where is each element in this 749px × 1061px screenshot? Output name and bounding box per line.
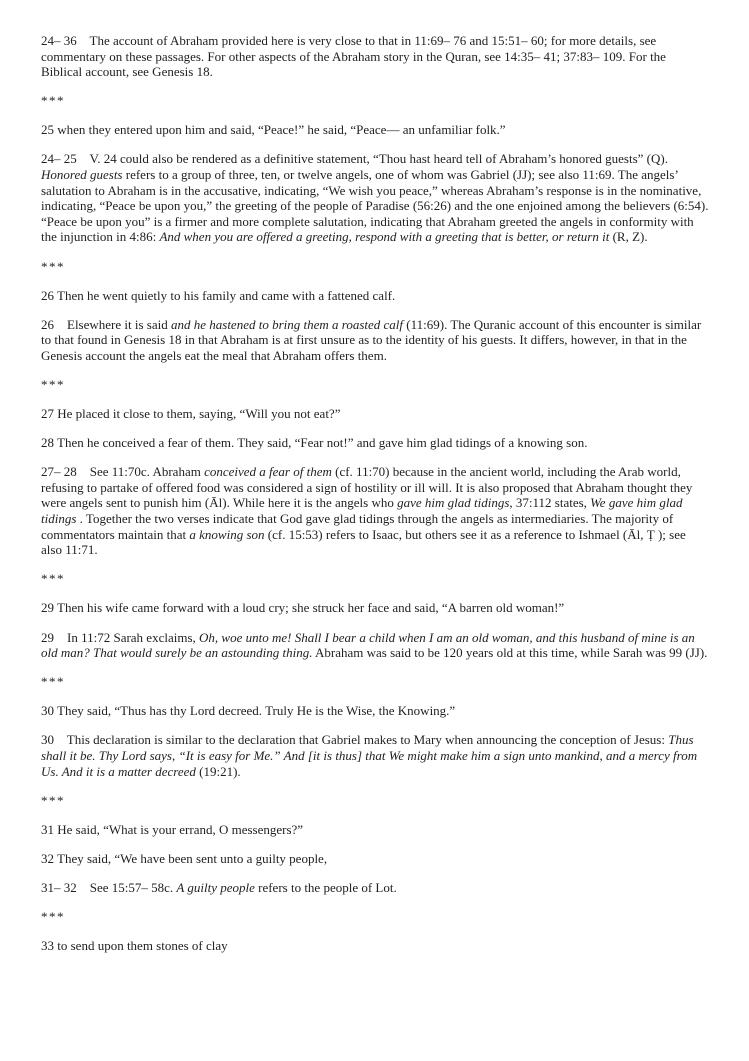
section-separator: *** [41,258,65,274]
italic-text-run: Oh, woe unto me! Shall I bear a child when I am an old woman, and this husband of mine is an old man? That would surely be an astounding thing. [41,629,699,661]
page-content [41,33,712,954]
italic-text-run: A guilty people [176,879,255,895]
italic-text-run: and he hastened to bring them a roasted calf [170,316,404,332]
commentary-24-25 [41,151,712,245]
verse-30 [41,703,709,719]
text-run: (cf. 15:53) refers to Isaac, but others see it as a reference to Ishmael (Āl, Ṭ ); see also 11:71. [41,526,689,558]
text-run: 31– 32 See 15:57– 58c. [41,879,177,895]
text-run: 33 to send upon them stones of clay [41,938,228,954]
verse-31 [41,822,709,838]
section-separator: *** [41,571,65,587]
commentary-29 [41,630,709,661]
verse-32 [41,851,709,867]
section-separator: *** [41,909,65,925]
verse-28 [41,435,709,451]
text-run: 32 They said, “We have been sent unto a guilty people, [41,850,328,866]
text-run: 30 They said, “Thus has thy Lord decreed. Truly He is the Wise, the Knowing.” [41,703,456,719]
text-run: 37:112 states, [512,495,591,511]
italic-text-run: Honored guests [41,167,123,183]
text-run: 28 Then he conceived a fear of them. They said, “Fear not!” and gave him glad tidings of a knowing son. [41,435,588,451]
verse-26 [41,288,709,304]
text-run: 31 He said, “What is your errand, O messengers?” [41,821,304,837]
section-separator: *** [41,377,65,392]
italic-text-run: gave him glad tidings, [397,495,513,511]
text-run: 27– 28 See 11:70c. Abraham [41,464,205,480]
section-separator: *** [41,792,65,808]
italic-text-run: conceived a fear of them [204,464,332,480]
text-run: 24– 25 V. 24 could also be rendered as a definitive statement, “Thou hast heard tell of Abraham’s honored guests” (Q). [41,151,672,167]
text-run: refers to the people of Lot. [254,879,397,895]
section-separator: *** [41,93,65,109]
text-run: refers to a group of three, ten, or twelve angels, one of whom was Gabriel (JJ); see also 11:69. The angels’ salutation to Abraham is in the accusative, indicating, “We wish you peace,” whereas Abraham’s response is in the nominative, indicating, “Peace be upon you,” the greeting of the people of Paradise (56:26) and the one enjoined among the believers (6:54). “Peace be upon you” is a firmer and more complete salutation, indicating that Abraham greeted the angels in conformity with the injunction in 4:86: [41,167,712,245]
text-run: (11:69). The Quranic account of this encounter is similar to that found in Genesis 18 in that Abraham is at first unsure as to the identity of his guests. It differs, however, in that in the Genesis account the angels eat the meal that Abraham offers them. [41,316,705,363]
commentary-31-32 [41,880,709,896]
text-run: 27 He placed it close to them, saying, “Will you not eat?” [41,406,341,422]
text-run: (cf. 11:70) because in the ancient world, including the Arab world, refusing to partake of offered food was considered a sign of hostility or ill will. It is also proposed that Abraham thought they were angels sent to punish him (Āl). While here it is the angels who [41,464,696,511]
text-run: 24– 36 The account of Abraham provided here is very close to that in 11:69– 76 and 15:51– 60; for more details, see commentary on these passages. For other aspects of the Abraham story in the Quran, see 14:35– 41; 37:83– 109. For the Biblical account, see Genesis 18. [41,33,670,80]
commentary-30 [41,732,709,779]
verse-33 [41,938,709,954]
italic-text-run: We gave him glad tidings [41,495,686,527]
commentary-26 [41,317,709,364]
commentary-24-36 [41,33,709,80]
text-run: (19:21). [195,763,241,779]
verse-27 [41,406,709,422]
text-run: 26 Then he went quietly to his family and came with a fattened calf. [41,287,396,303]
verse-25 [41,122,709,138]
text-run: 29 In 11:72 Sarah exclaims, [41,629,200,645]
text-run: 26 Elsewhere it is said [41,316,171,332]
text-run: 29 Then his wife came forward with a loud cry; she struck her face and said, “A barren old woman!” [41,600,565,616]
text-run: (R, Z). [609,229,648,245]
commentary-27-28 [41,464,709,558]
italic-text-run: a knowing son [189,526,265,542]
text-run: Abraham was said to be 120 years old at this time, while Sarah was 99 (JJ). [312,645,708,661]
italic-text-run: And when you are offered a greeting, respond with a greeting that is better, or return it [159,229,610,245]
verse-29 [41,600,709,616]
italic-text-run: Thus shall it be. Thy Lord says, “It is easy for Me.” And [it is thus] that We might make him a sign unto mankind, and a mercy from Us. And it is a matter decreed [41,732,701,779]
text-run: . Together the two verses indicate that God gave glad tidings through the angels as intermediaries. The majority of commentators maintain that [41,511,677,542]
text-run: 25 when they entered upon him and said, “Peace!” he said, “Peace— an unfamiliar folk.” [41,122,506,138]
text-run: 30 This declaration is similar to the declaration that Gabriel makes to Mary when announcing the conception of Jesus: [41,732,669,748]
section-separator: *** [41,674,65,690]
